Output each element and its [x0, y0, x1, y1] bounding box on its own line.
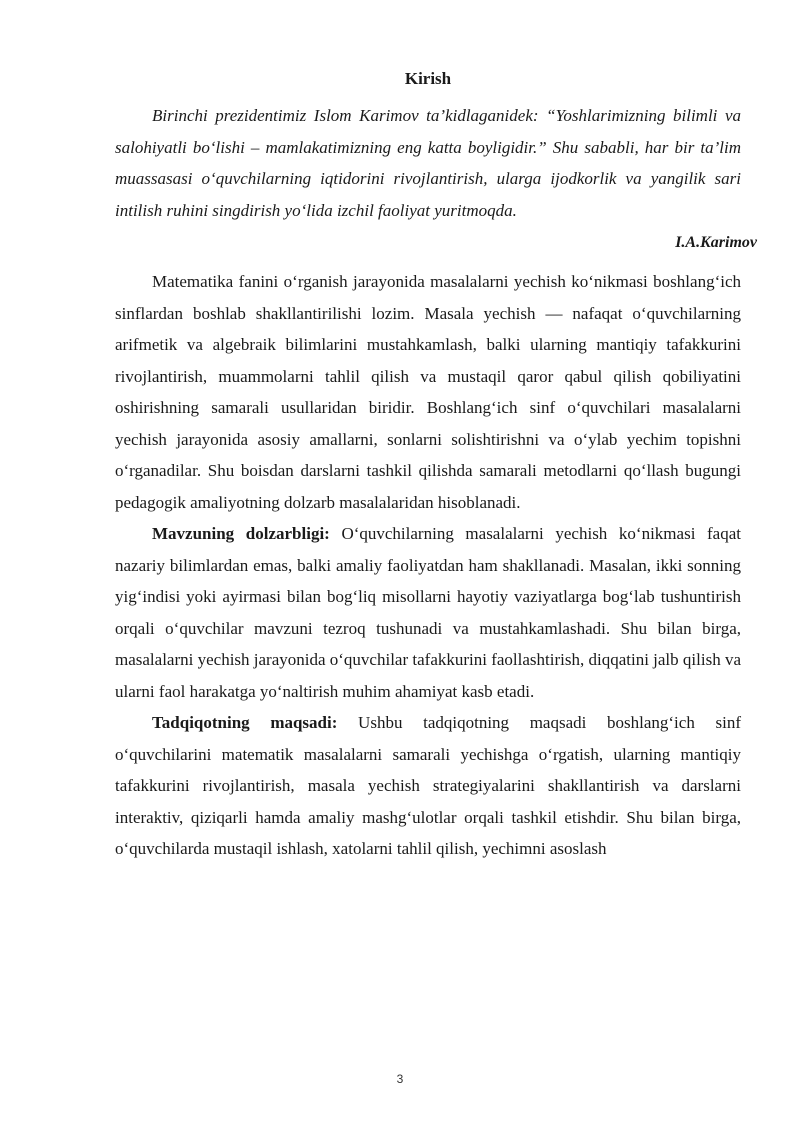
paragraph-lead: Tadqiqotning maqsadi: [152, 713, 338, 732]
paragraph-text: Ushbu tadqiqotning maqsadi boshlang‘ich sinf o‘quvchilarini matematik masalalarni samarali yechishga o‘rgatish, ularning mantiqiy tafakkurini rivojlantirish, masala yechish strategiyalarini shakllantirish va darslarni interaktiv, qiziqarli hamda amaliy mashg‘ulotlar orqali tashkil etishdir. Shu bilan birga, o‘quvchilarda mustaqil ishlash, xatolarni tahlil qilish, yechimni asoslash [115, 713, 741, 858]
paragraph-lead: Mavzuning dolzarbligi: [152, 524, 330, 543]
paragraph-relevance [115, 518, 741, 707]
document-page [115, 66, 757, 865]
epigraph-author: I.A.Karimov [675, 234, 757, 251]
paragraph-text: Matematika fanini o‘rganish jarayonida masalalarni yechish ko‘nikmasi boshlang‘ich sinflardan boshlab shakllantirilishi lozim. Masala yechish — nafaqat o‘quvchilarning arifmetik va algebraik bilimlarini mustahkamlash, balki ularning mantiqiy tafakkurini rivojlantirish, muammolarni tahlil qilish va mustaqil qaror qabul qilish qobiliyatini oshirishning samarali usullaridan biridir. Boshlang‘ich sinf o‘quvchilari masalalarni yechish jarayonida asosiy amallarni, sonlarni solishtirishni va o‘ylab yechim topishni o‘rganadilar. Shu boisdan darslarni tashkil qilishda samarali metodlarni qo‘llash bugungi pedagogik amaliyotning dolzarb masalalaridan hisoblanadi. [115, 272, 741, 512]
page-number: 3 [396, 1072, 404, 1086]
section-heading: Kirish [404, 69, 452, 88]
epigraph-quote: Birinchi prezidentimiz Islom Karimov ta’kidlaganidek: “Yoshlarimizning bilimli va salohiyatli bo‘lishi – mamlakatimizning eng katta boyligidir.” Shu sababli, har bir ta’lim muassasasi o‘quvchilarning iqtidorini rivojlantirish, ularga ijodkorlik va yangilik sari intilish ruhini singdirish yo‘lida izchil faoliyat yuritmoqda. [115, 106, 741, 220]
paragraph-text: O‘quvchilarning masalalarni yechish ko‘nikmasi faqat nazariy bilimlardan emas, balki amaliy faoliyatdan ham shakllanadi. Masalan, ikki sonning yig‘indisi yoki ayirmasi bilan bog‘liq misollarni hayotiy vaziyatlarga bog‘lab tushuntirish orqali o‘quvchilar mavzuni tezroq tushunadi va mustahkamlashadi. Shu bilan birga, masalalarni yechish jarayonida o‘quvchilar tafakkurini faollashtirish, diqqatini jalb qilish va ularni faol harakatga yo‘naltirish muhim ahamiyat kasb etadi. [115, 524, 741, 701]
paragraph-goal [115, 707, 741, 865]
paragraph-intro [115, 266, 741, 518]
